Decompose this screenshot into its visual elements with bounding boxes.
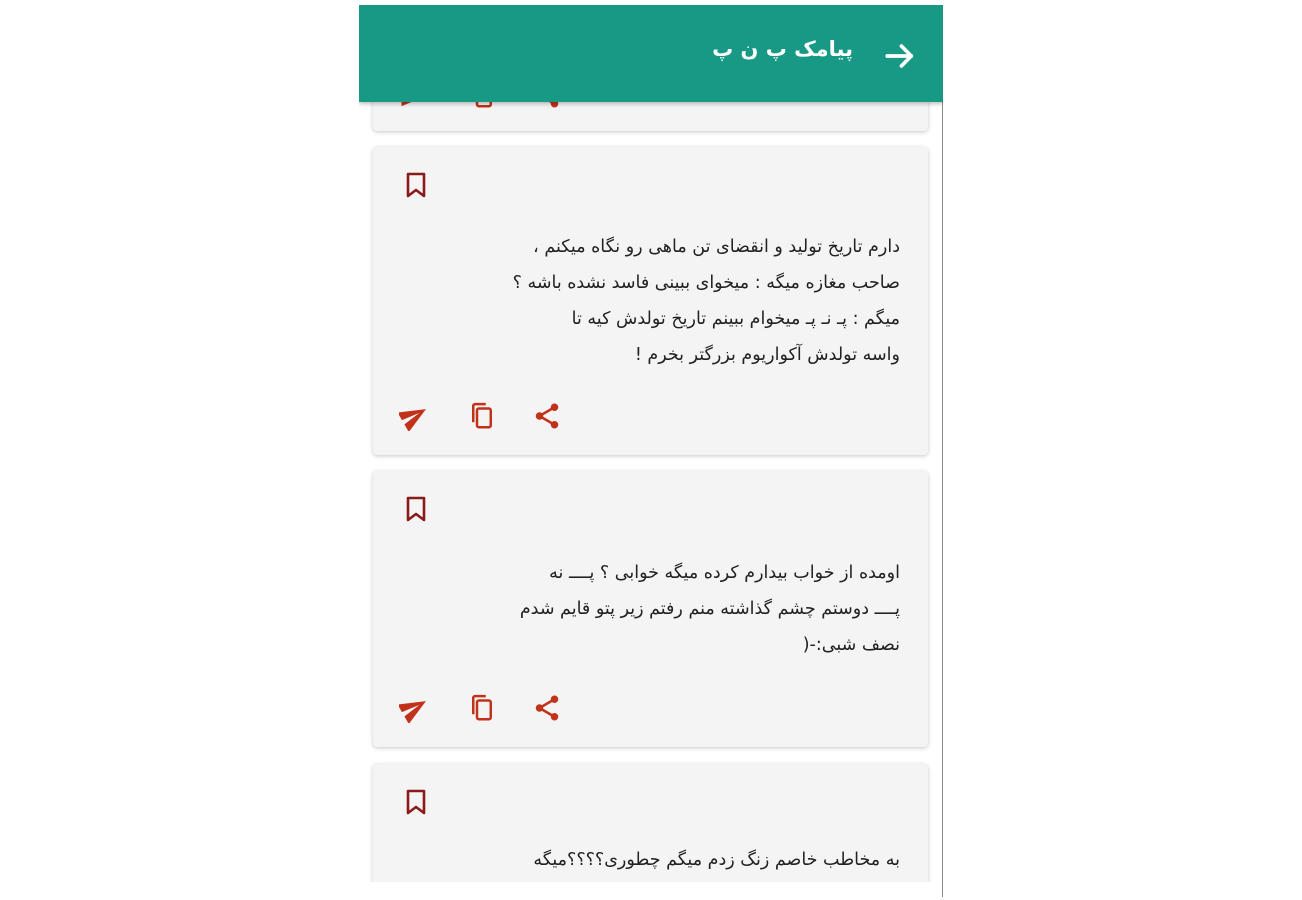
share-icon[interactable] bbox=[532, 401, 562, 431]
send-icon[interactable] bbox=[399, 693, 429, 723]
send-icon[interactable] bbox=[399, 401, 429, 431]
copy-icon[interactable] bbox=[467, 401, 497, 431]
bookmark-icon[interactable] bbox=[404, 496, 428, 522]
message-text: به مخاطب خاصم زنگ زدم میگم چطوری؟؟؟؟میگه bbox=[533, 850, 900, 870]
message-card bbox=[373, 764, 928, 882]
screen-edge bbox=[942, 5, 943, 897]
page-title: پیامک پ ن پ bbox=[712, 37, 853, 61]
message-card bbox=[373, 471, 928, 747]
app-screen bbox=[359, 5, 943, 882]
share-icon[interactable] bbox=[532, 693, 562, 723]
copy-icon[interactable] bbox=[467, 693, 497, 723]
message-list[interactable] bbox=[359, 5, 943, 882]
message-text: دارم تاریخ تولید و انقضای تن ماهی رو نگاه میکنم ، صاحب مغازه میگه : میخوای ببینی فاسد نشده باشه ؟ میگم : پـ نـ پـ میخوام ببینم تاریخ تولدش کیه تا واسه تولدش آکواریوم بزرگتر بخرم ! bbox=[512, 237, 900, 365]
arrow-right-icon[interactable] bbox=[883, 39, 917, 73]
message-card bbox=[373, 147, 928, 455]
bookmark-icon[interactable] bbox=[404, 172, 428, 198]
app-bar bbox=[359, 5, 943, 102]
bookmark-icon[interactable] bbox=[404, 789, 428, 815]
message-text: اومده از خواب بیدارم کرده میگه خوابی ؟ پــــ نه پــــ دوستم چشم گذاشته منم رفتم زیر پتو قایم شدم نصف شبی:-( bbox=[519, 563, 900, 655]
